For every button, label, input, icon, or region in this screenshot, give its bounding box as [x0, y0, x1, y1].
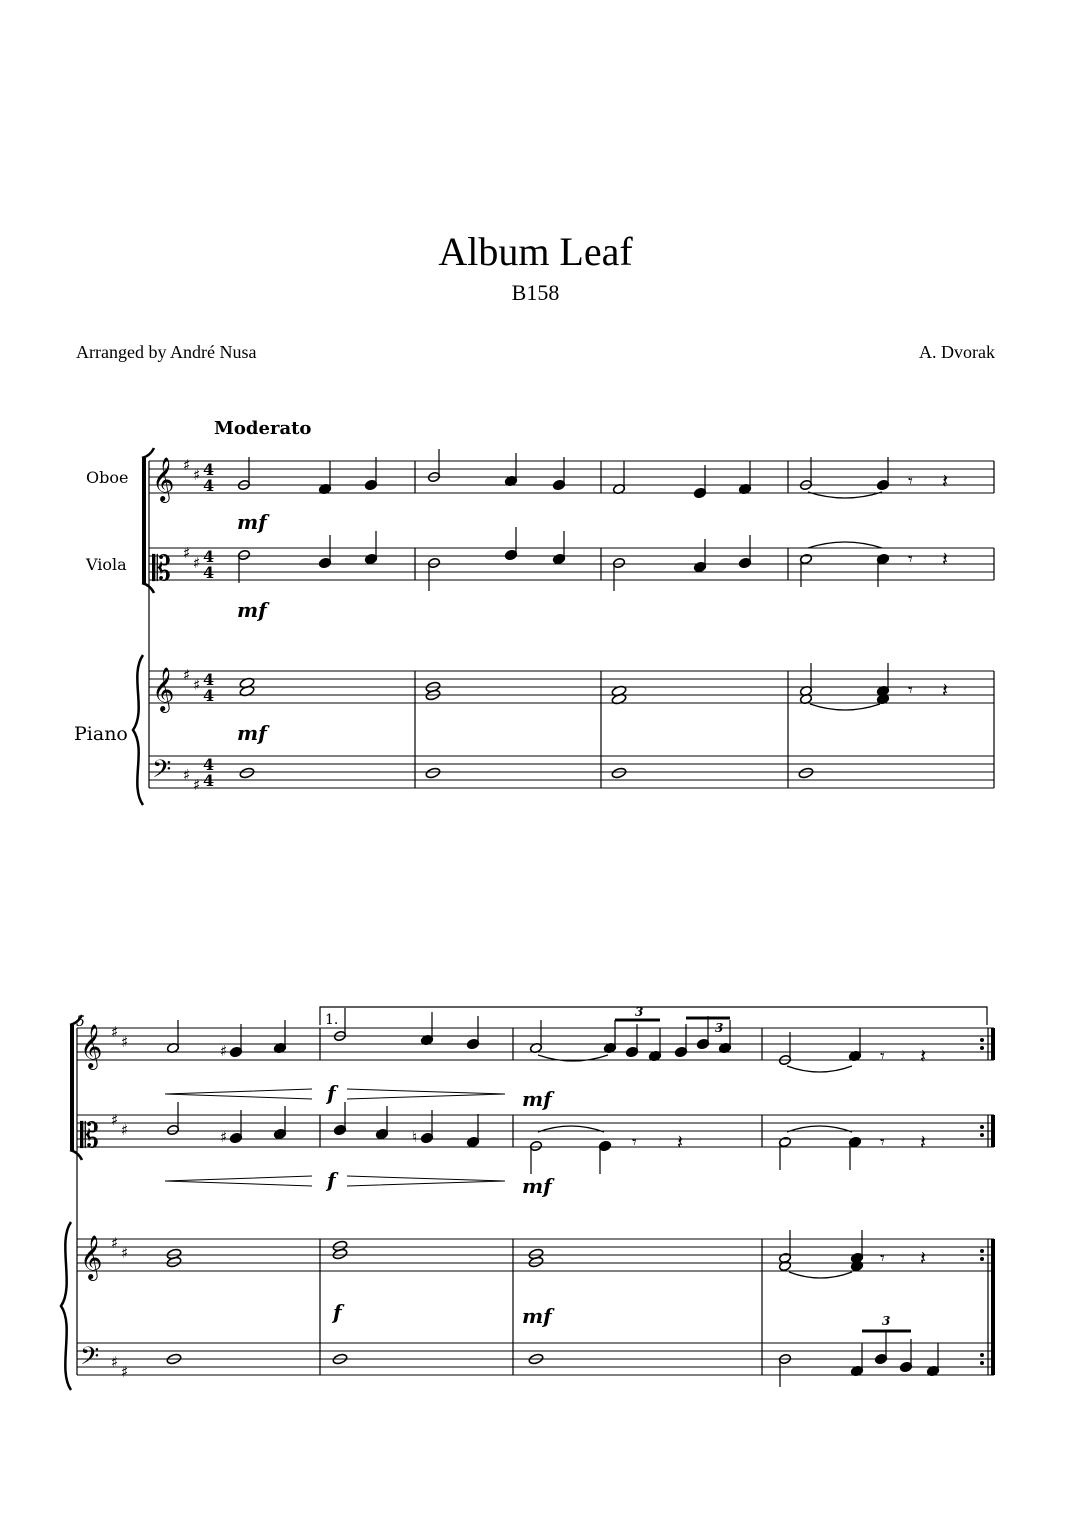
- svg-text:𝄾: 𝄾: [880, 1248, 885, 1269]
- svg-text:♯: ♯: [220, 1042, 228, 1060]
- svg-text:𝄡: 𝄡: [80, 1116, 99, 1156]
- clefs: [80, 456, 214, 1381]
- svg-text:♯: ♯: [111, 1353, 119, 1371]
- score-subtitle: B158: [511, 280, 560, 305]
- svg-text:4: 4: [203, 563, 215, 582]
- svg-text:3: 3: [635, 1005, 644, 1019]
- svg-text:𝄾: 𝄾: [908, 471, 913, 492]
- svg-text:♯: ♯: [111, 1234, 119, 1252]
- svg-text:♯: ♯: [183, 666, 191, 684]
- svg-text:𝄞: 𝄞: [80, 1235, 103, 1279]
- svg-text:𝄢: 𝄢: [80, 1342, 100, 1377]
- svg-text:4: 4: [203, 686, 215, 705]
- svg-text:4: 4: [203, 755, 215, 774]
- svg-text:mf: mf: [522, 1087, 552, 1111]
- dynamics: [165, 510, 555, 1328]
- svg-text:♯: ♯: [183, 766, 191, 784]
- svg-text:𝄽: 𝄽: [942, 469, 949, 493]
- svg-text:♯: ♯: [111, 1111, 119, 1129]
- svg-text:♯: ♯: [183, 544, 191, 562]
- svg-text:♯: ♯: [121, 1121, 129, 1139]
- svg-text:𝄢: 𝄢: [152, 755, 172, 790]
- svg-text:f: f: [327, 1081, 336, 1105]
- svg-text:𝄽: 𝄽: [942, 547, 949, 571]
- svg-text:4: 4: [203, 460, 215, 479]
- svg-text:4: 4: [203, 547, 215, 566]
- svg-text:𝄽: 𝄽: [942, 678, 949, 702]
- svg-text:mf: mf: [522, 1174, 552, 1198]
- svg-text:𝄾: 𝄾: [632, 1132, 637, 1153]
- oboe-label: Oboe: [86, 468, 129, 487]
- svg-text:♯: ♯: [193, 466, 201, 484]
- staff-lines: [77, 461, 994, 1375]
- svg-text:♯: ♯: [121, 1363, 129, 1381]
- svg-text:mf: mf: [522, 1304, 552, 1328]
- svg-text:3: 3: [882, 1314, 891, 1328]
- svg-text:♯: ♯: [193, 554, 201, 572]
- svg-text:3: 3: [715, 1021, 724, 1035]
- measure-number: 5: [76, 1014, 85, 1030]
- svg-text:mf: mf: [237, 721, 267, 745]
- svg-text:𝄽: 𝄽: [920, 1246, 927, 1270]
- viola-label: Viola: [86, 555, 127, 574]
- svg-text:4: 4: [203, 670, 215, 689]
- svg-text:f: f: [333, 1300, 342, 1324]
- svg-text:♯: ♯: [111, 1023, 119, 1041]
- svg-text:mf: mf: [237, 598, 267, 622]
- score-title: Album Leaf: [438, 229, 633, 274]
- svg-text:𝄽: 𝄽: [677, 1130, 684, 1154]
- svg-text:♯: ♯: [121, 1033, 129, 1051]
- notes: [166, 449, 948, 1387]
- svg-text:♯: ♯: [121, 1244, 129, 1262]
- svg-text:𝄞: 𝄞: [152, 667, 175, 711]
- svg-text:♯: ♯: [193, 676, 201, 694]
- svg-text:𝄽: 𝄽: [920, 1044, 927, 1068]
- volta-bracket: [320, 1007, 987, 1028]
- svg-text:1.: 1.: [325, 1012, 339, 1028]
- svg-text:𝄞: 𝄞: [152, 457, 175, 501]
- svg-text:♯: ♯: [193, 776, 201, 794]
- svg-text:f: f: [327, 1168, 336, 1192]
- svg-text:𝄾: 𝄾: [908, 549, 913, 570]
- piano-label: Piano: [74, 723, 128, 745]
- svg-text:♮: ♮: [412, 1128, 418, 1146]
- svg-text:𝄡: 𝄡: [152, 549, 171, 589]
- arranger-credit: Arranged by André Nusa: [76, 342, 257, 362]
- barlines: [77, 461, 994, 1375]
- svg-text:𝄽: 𝄽: [920, 1130, 927, 1154]
- svg-text:4: 4: [203, 476, 215, 495]
- tempo-marking: Moderato: [214, 418, 312, 439]
- svg-text:𝄾: 𝄾: [880, 1132, 885, 1153]
- svg-text:4: 4: [203, 771, 215, 790]
- svg-text:𝄾: 𝄾: [908, 680, 913, 701]
- composer-credit: A. Dvorak: [919, 342, 995, 362]
- svg-text:𝄞: 𝄞: [80, 1024, 103, 1068]
- svg-text:𝄾: 𝄾: [880, 1046, 885, 1067]
- svg-text:mf: mf: [237, 510, 267, 534]
- svg-text:♯: ♯: [183, 456, 191, 474]
- system-brackets: [61, 448, 154, 1390]
- svg-text:♯: ♯: [220, 1128, 228, 1146]
